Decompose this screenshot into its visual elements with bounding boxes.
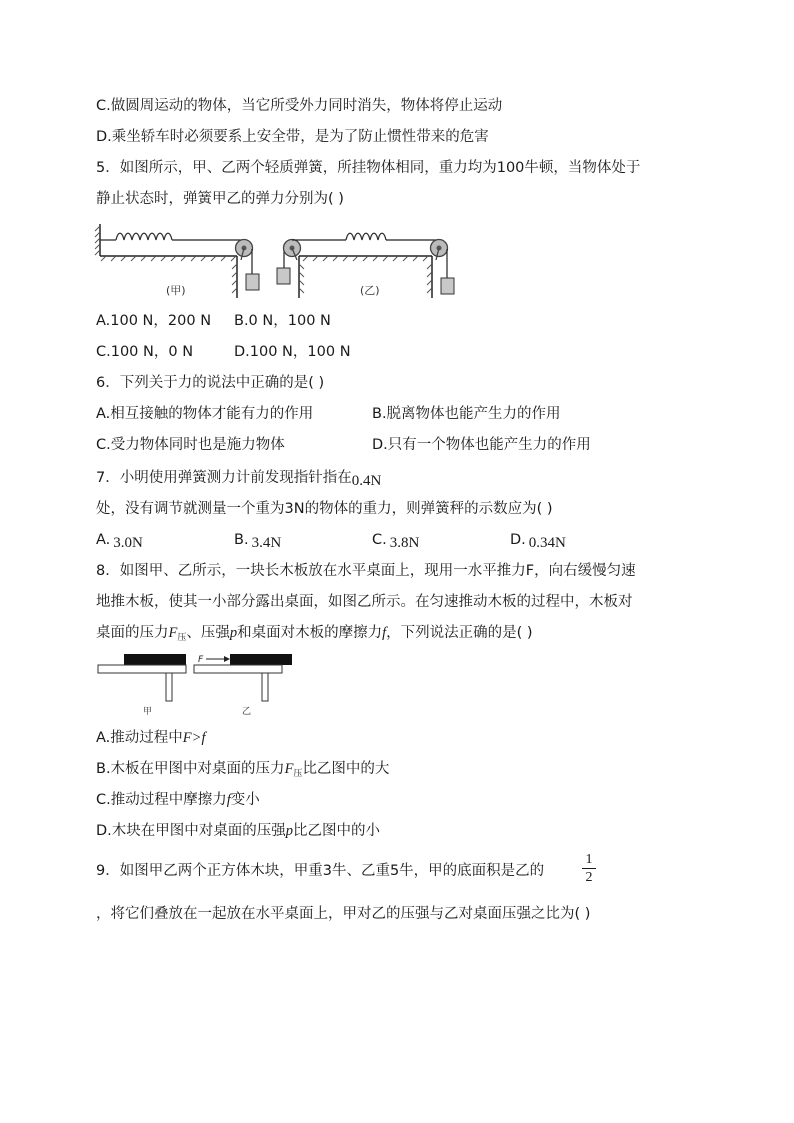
q7-stem-text: 7．小明使用弹簧测力计前发现指针指在	[96, 470, 352, 486]
q8-stem3-text-b: 、压强	[186, 625, 230, 641]
q9-fraction-denominator: 2	[585, 870, 593, 885]
q8-option-d-symbol-p: p	[285, 823, 294, 839]
q8-stem-line2: 地推木板，使其一小部分露出桌面，如图乙所示。在匀速推动木板的过程中，木板对	[96, 594, 633, 610]
q5-stem-line2: 静止状态时，弹簧甲乙的弹力分别为( )	[96, 191, 344, 207]
figure-jia	[95, 224, 259, 298]
q8-option-d-text-a: D.木块在甲图中对桌面的压强	[96, 823, 286, 839]
q7-option-a	[96, 530, 143, 550]
q8-option-a-gt: >	[191, 730, 202, 746]
q8-option-c-symbol-f: f	[226, 792, 231, 808]
q8-option-c-text-b: 变小	[230, 792, 260, 808]
q8-figure-yi-label: 乙	[242, 707, 252, 717]
q8-option-b	[96, 759, 389, 784]
q8-option-d-text-b: 比乙图中的小	[293, 823, 381, 839]
q8-option-a-symbol-f: f	[201, 730, 206, 746]
q7-option-d	[510, 530, 566, 550]
q8-board-figure	[96, 652, 298, 718]
q8-stem3-subscript: 压	[177, 633, 187, 643]
q7-option-a-value: 3.0N	[113, 535, 143, 551]
q5-option-b: B.0 N，100 N	[234, 313, 331, 329]
q8-stem-line1: 8．如图甲、乙所示，一块长木板放在水平桌面上，现用一水平推力F，向右缓慢匀速	[96, 563, 636, 579]
q8-stem3-text-d: ，下列说法正确的是( )	[386, 625, 533, 641]
q8-option-b-text-a: B.木板在甲图中对桌面的压力	[96, 761, 285, 777]
q8-stem3-symbol-f: f	[382, 625, 387, 641]
q7-stem-line2: 处，没有调节就测量一个重为3N的物体的重力，则弹簧秤的示数应为( )	[96, 501, 553, 517]
q7-option-c	[372, 530, 419, 550]
q7-option-c-value: 3.8N	[389, 535, 420, 551]
q7-option-a-letter: A.	[96, 532, 111, 548]
q8-option-c	[96, 790, 260, 810]
q9-stem-line2: ，将它们叠放在一起放在水平桌面上，甲对乙的压强与乙对桌面压强之比为( )	[96, 906, 591, 922]
q8-stem3-text-a: 桌面的压力	[96, 625, 169, 641]
q8-option-b-text-b: 比乙图中的大	[302, 761, 390, 777]
q8-stem3-symbol-p: p	[229, 625, 238, 641]
q7-option-d-value: 0.34N	[528, 535, 566, 551]
q5-option-c: C.100 N，0 N	[96, 344, 194, 360]
figure-yi-label: (乙)	[360, 284, 380, 297]
q6-stem: 6．下列关于力的说法中正确的是( )	[96, 375, 325, 391]
q4-option-d: D.乘坐轿车时必须要系上安全带，是为了防止惯性带来的危害	[96, 129, 489, 145]
q8-option-b-symbol-F: F	[284, 761, 294, 777]
q8-option-a	[96, 728, 205, 748]
q6-option-d: D.只有一个物体也能产生力的作用	[372, 437, 591, 453]
q7-option-c-letter: C.	[372, 532, 387, 548]
q8-option-c-text-a: C.推动过程中摩擦力	[96, 792, 227, 808]
q9-stem-line1: 9．如图甲乙两个正方体木块，甲重3牛、乙重5牛，甲的底面积是乙的	[96, 863, 545, 879]
q8-option-a-text: A.推动过程中	[96, 730, 183, 746]
q7-option-b-value: 3.4N	[251, 535, 282, 551]
figure-yi	[277, 233, 454, 298]
q7-zero-offset-value: 0.4N	[351, 473, 382, 489]
q7-option-b	[234, 530, 281, 550]
q7-option-b-letter: B.	[234, 532, 249, 548]
q5-spring-figure	[94, 222, 464, 304]
q9-fraction-numerator: 1	[585, 852, 593, 867]
q8-stem-line3	[96, 623, 533, 648]
q6-option-a: A.相互接触的物体才能有力的作用	[96, 406, 314, 422]
q5-option-a: A.100 N，200 N	[96, 313, 212, 329]
q4-option-c: C.做圆周运动的物体，当它所受外力同时消失，物体将停止运动	[96, 98, 503, 114]
q6-option-b: B.脱离物体也能产生力的作用	[372, 406, 561, 422]
q8-option-b-subscript: 压	[293, 769, 303, 779]
q7-stem-line1	[96, 468, 381, 488]
q9-fraction	[582, 852, 596, 885]
q8-figure-force-label: F	[198, 655, 204, 665]
figure-jia-label: (甲)	[166, 284, 186, 297]
q8-option-d	[96, 821, 380, 841]
q5-option-d: D.100 N，100 N	[234, 344, 351, 360]
q5-stem-line1: 5．如图所示，甲、乙两个轻质弹簧，所挂物体相同，重力均为100牛顿，当物体处于	[96, 160, 641, 176]
q8-option-a-symbol-F: F	[182, 730, 192, 746]
q8-figure-jia-label: 甲	[143, 707, 153, 717]
q8-stem3-text-c: 和桌面对木板的摩擦力	[237, 625, 383, 641]
q6-option-c: C.受力物体同时也是施力物体	[96, 437, 285, 453]
q8-stem3-symbol-F: F	[168, 625, 178, 641]
q7-option-d-letter: D.	[510, 532, 526, 548]
